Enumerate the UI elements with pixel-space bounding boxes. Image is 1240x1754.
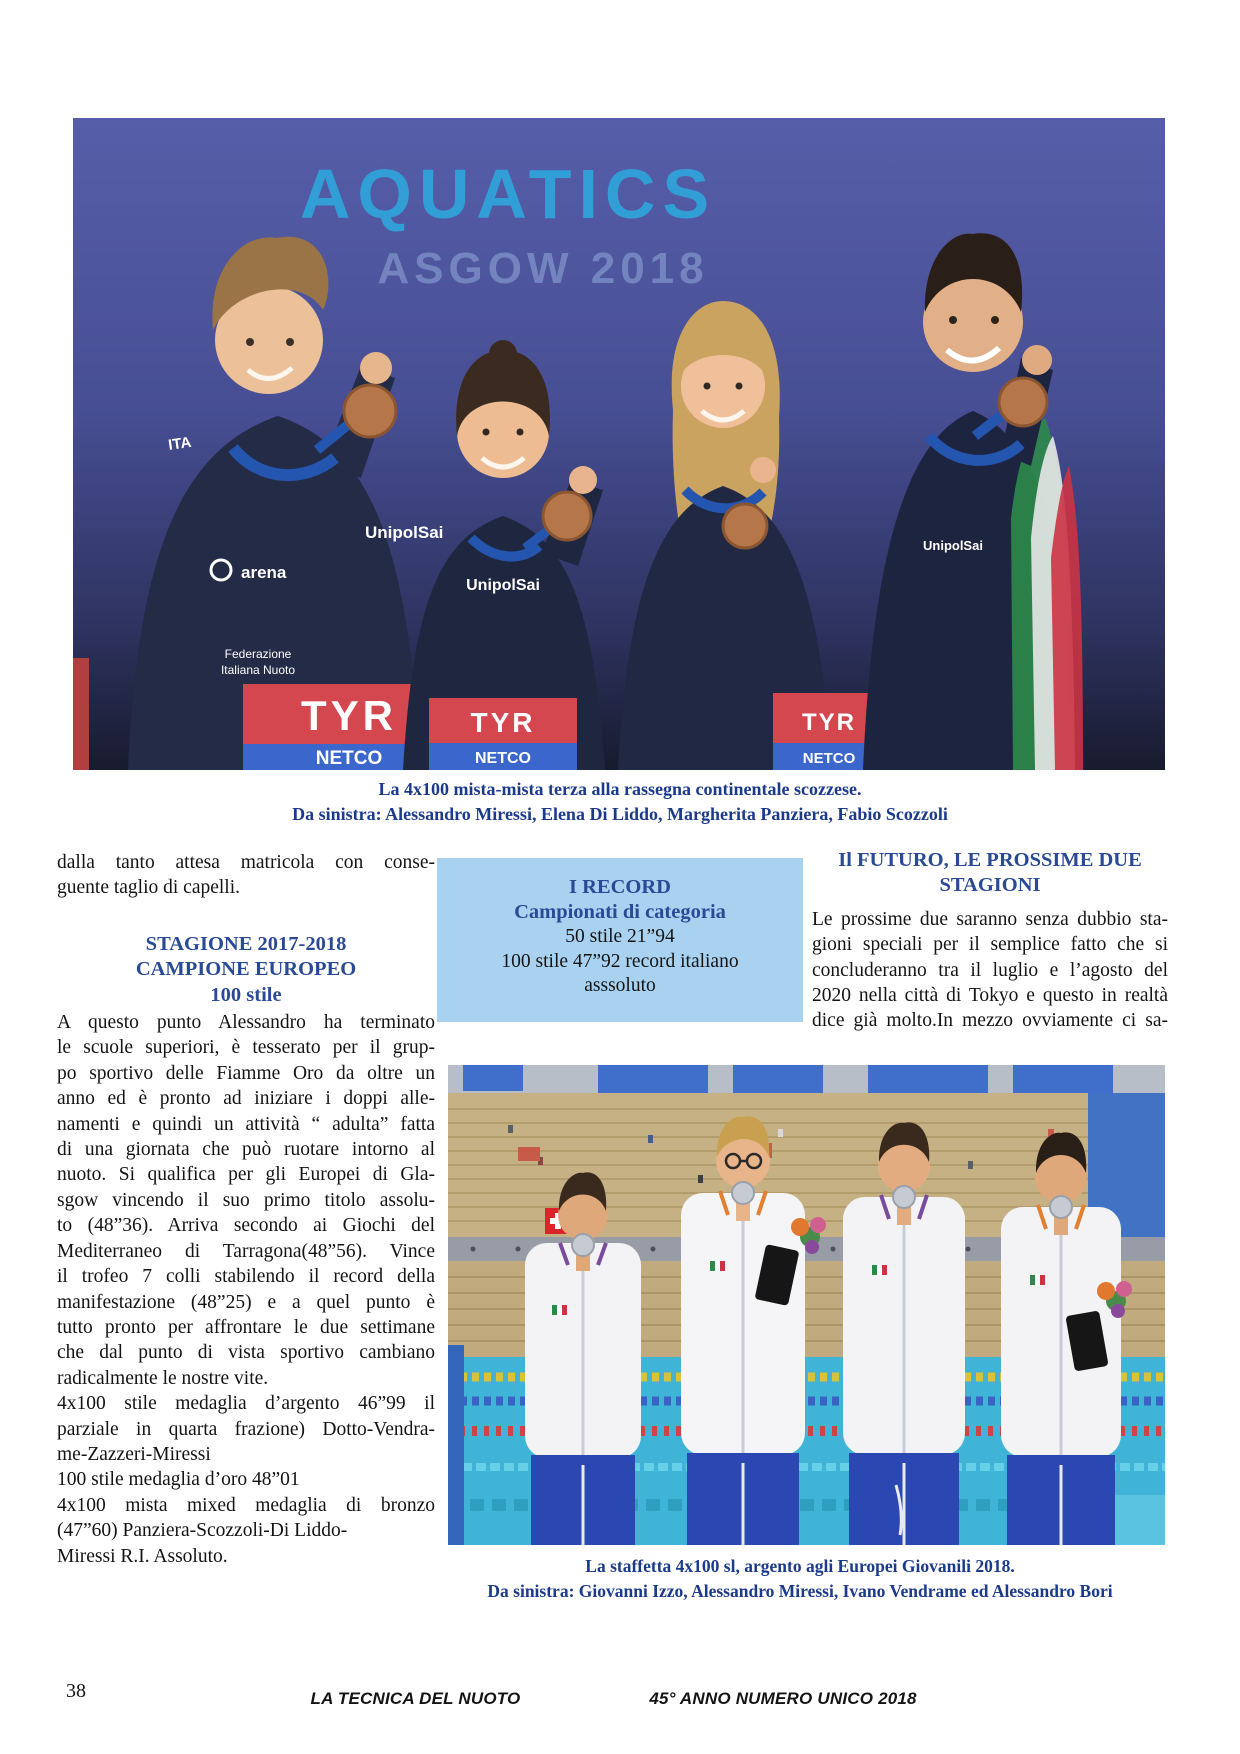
tyr-label: TYR <box>470 707 536 738</box>
hand <box>569 466 597 494</box>
tyr-label: TYR <box>301 692 397 739</box>
bronze-medal-icon <box>723 504 767 548</box>
right-body-paragraph <box>812 907 1168 1034</box>
silver-medal-icon <box>1050 1196 1072 1218</box>
magazine-title: LA TECNICA DEL NUOTO <box>310 1689 521 1708</box>
text-line: Miressi R.I. Assoluto. <box>57 1545 228 1567</box>
left-edge-banner <box>448 1345 464 1545</box>
text-line: anno ed è pronto ad iniziare i doppi alle- <box>57 1088 435 1110</box>
text-line: tutto pronto per affrontare le due settimane <box>57 1316 435 1338</box>
junior-relay-illustration <box>448 1065 1165 1545</box>
text-line: guente taglio di capelli. <box>57 877 241 899</box>
heading-line: STAGIONE 2017-2018 <box>145 932 347 955</box>
unipolsai-label: UnipolSai <box>923 538 983 553</box>
netco-label: NETCO <box>315 748 383 769</box>
bronze-medal-icon <box>999 378 1047 426</box>
future-heading <box>812 848 1168 899</box>
text-line: 4x100 mista mixed medaglia di bronzo <box>57 1494 435 1516</box>
records-box <box>437 858 803 1022</box>
junior-relay-photo <box>448 1065 1165 1545</box>
text-line: concluderanno tra il luglio e l’agosto del <box>812 959 1168 981</box>
netco-label: NETCO <box>475 750 531 767</box>
photo1-caption-line1: La 4x100 mista-mista terza alla rassegna continentale scozzese. <box>378 779 862 799</box>
text-line: (47”60) Panziera-Scozzoli-Di Liddo- <box>57 1520 348 1542</box>
fin-label-2: Italiana Nuoto <box>220 663 296 677</box>
text-line: che dal punto di vista sportivo cambiano <box>57 1342 435 1364</box>
silver-medal-icon <box>732 1182 754 1204</box>
right-text-column <box>812 848 1168 1034</box>
red-edge-object <box>73 658 89 770</box>
record-line: 50 stile 21”94 <box>565 926 675 947</box>
italy-badge <box>1030 1275 1045 1285</box>
photo2-caption-line2: Da sinistra: Giovanni Izzo, Alessandro Miressi, Ivano Vendrame ed Alessandro Bori <box>487 1581 1113 1601</box>
text-line: parziale in quarta frazione) Dotto-Vendra- <box>57 1418 435 1440</box>
italy-badge <box>872 1265 887 1275</box>
heading-line: CAMPIONE EUROPEO <box>135 958 357 981</box>
signage-panel <box>1108 1495 1165 1545</box>
netco-label: NETCO <box>802 750 856 767</box>
text-line: 2020 nella città di Tokyo e questo in realtà <box>812 985 1168 1007</box>
left-body-paragraph <box>57 1010 435 1569</box>
text-line: sgow vincendo il suo primo titolo assolu- <box>57 1189 435 1211</box>
italy-badge <box>552 1305 567 1315</box>
left-intro-paragraph <box>57 850 435 901</box>
text-line: nuoto. Si qualifica per gli Europei di Gla- <box>57 1164 435 1186</box>
photo2-caption-line1: La staffetta 4x100 sl, argento agli Europei Giovanili 2018. <box>585 1556 1015 1576</box>
ita-label: ITA <box>167 433 193 454</box>
text-line: A questo punto Alessandro ha terminato <box>57 1012 435 1034</box>
text-line: me-Zazzeri-Miressi <box>57 1443 211 1465</box>
text-line: namenti e quindi un attività “ adulta” fatta <box>57 1113 435 1135</box>
aquatics-backdrop-text: AQUATICS <box>299 155 717 233</box>
bronze-medal-icon <box>344 385 396 437</box>
text-line: 100 stile medaglia d’oro 48”01 <box>57 1469 300 1491</box>
arena-label: arena <box>241 563 287 582</box>
unipolsai-label: UnipolSai <box>365 523 444 542</box>
records-box-lines <box>437 925 803 999</box>
podium-photo-mixed-relay <box>73 118 1165 770</box>
records-box-title: I RECORD <box>569 876 671 898</box>
glasgow-backdrop-text: ASGOW 2018 <box>377 244 709 293</box>
tyr-label: TYR <box>802 709 856 736</box>
hand <box>360 352 392 384</box>
season-heading <box>57 932 435 1008</box>
text-line: le scuole superiori, è tesserato per il grup- <box>57 1037 435 1059</box>
heading-line: STAGIONI <box>939 874 1041 897</box>
silver-medal-icon <box>893 1186 915 1208</box>
photo1-caption-line2: Da sinistra: Alessandro Miressi, Elena Di Liddo, Margherita Panziera, Fabio Scozzoli <box>292 804 948 824</box>
hand <box>750 457 776 483</box>
fin-label-1: Federazione <box>224 647 292 661</box>
records-box-subtitle: Campionati di categoria <box>514 901 726 923</box>
text-line: radicalmente le nostre vite. <box>57 1367 269 1389</box>
text-line: po sportivo delle Fiamme Oro da oltre un <box>57 1062 435 1084</box>
bronze-medal-icon <box>543 492 591 540</box>
text-line: 4x100 stile medaglia d’argento 46”99 il <box>57 1393 435 1415</box>
record-line: 100 stile 47”92 record italiano <box>501 950 739 972</box>
text-line: dalla tanto attesa matricola con conse- <box>57 852 435 873</box>
heading-line: Il FUTURO, LE PROSSIME DUE <box>838 849 1142 871</box>
podium-photo-illustration <box>73 118 1165 770</box>
photo1-caption <box>0 777 1240 827</box>
heading-line: 100 stile <box>210 983 282 1006</box>
italy-badge <box>710 1261 725 1271</box>
text-line: dice già molto.In mezzo ovviamente ci sa- <box>812 1010 1168 1032</box>
hand <box>1022 345 1052 375</box>
page-number: 38 <box>66 1680 86 1702</box>
text-line: Mediterraneo di Tarragona(48”56). Vince <box>57 1240 435 1262</box>
unipolsai-label: UnipolSai <box>466 577 540 594</box>
issue-info: 45° ANNO NUMERO UNICO 2018 <box>649 1689 917 1708</box>
left-text-column <box>57 850 435 1569</box>
text-line: to (48”36). Arriva secondo ai Giochi del <box>57 1215 435 1237</box>
text-line: manifestazione (48”25) e a quel punto è <box>57 1291 435 1313</box>
silver-medal-icon <box>572 1234 594 1256</box>
text-line: Le prossime due saranno senza dubbio sta- <box>812 908 1168 930</box>
record-line: asssoluto <box>584 975 656 996</box>
text-line: gioni speciali per il semplice fatto che si <box>812 934 1168 956</box>
photo2-caption <box>415 1554 1185 1604</box>
text-line: il trofeo 7 colli stabilendo il record della <box>57 1266 435 1288</box>
text-line: di una giornata che può ruotare intorno al <box>57 1139 435 1161</box>
